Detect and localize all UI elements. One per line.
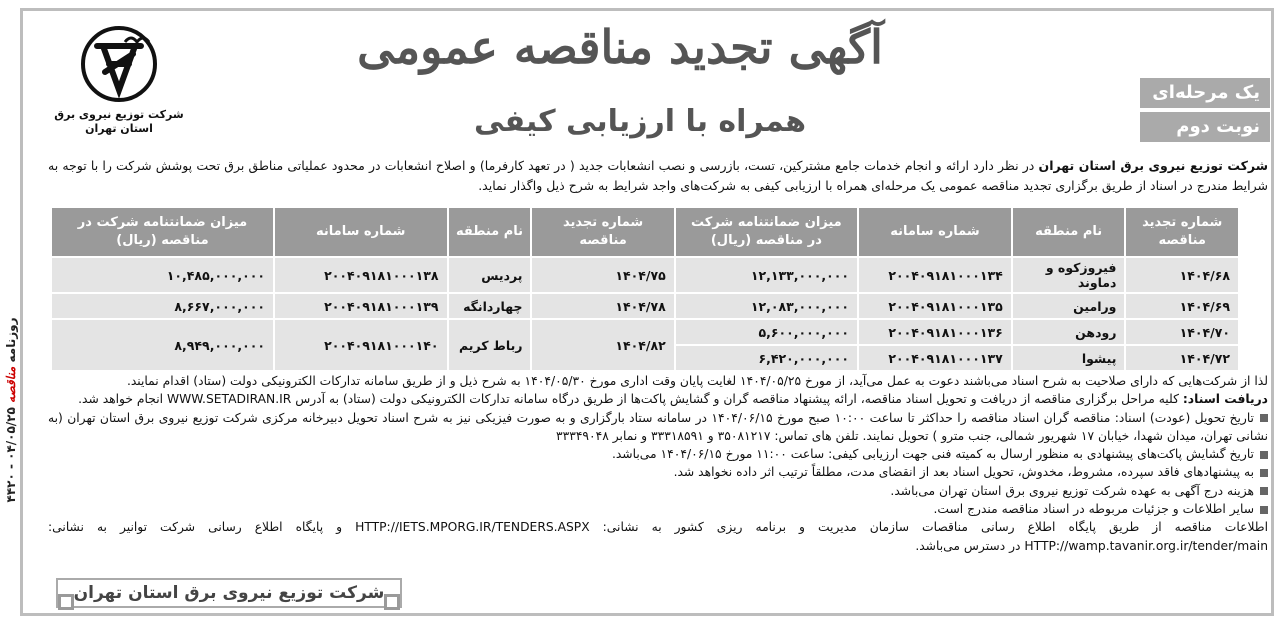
cell: ۵,۶۰۰,۰۰۰,۰۰۰ <box>675 319 858 345</box>
cell: رباط کریم <box>448 319 532 371</box>
cell: ۱۴۰۴/۶۸ <box>1125 257 1239 293</box>
footer-company-box: شرکت توزیع نیروی برق استان تهران <box>56 578 402 608</box>
newspaper-side-note <box>0 290 22 530</box>
bullet-text: به پیشنهادهای فاقد سپرده، مشروط، مخدوش، تحویل اسناد بعد از انقضای مدت، مطلقاً ترتیب اثر داده نخواهد شد. <box>673 465 1254 480</box>
stage-badge: یک مرحله‌ای <box>1140 78 1270 108</box>
bullet-text: هزینه درج آگهی به عهده شرکت توزیع نیروی برق استان تهران می‌باشد. <box>890 483 1254 498</box>
cell: ۲۰۰۴۰۹۱۸۱۰۰۰۱۳۵ <box>858 293 1012 319</box>
cell: ۱۴۰۴/۷۲ <box>1125 345 1239 371</box>
intro-company: شرکت توزیع نیروی برق استان تهران <box>1038 158 1268 173</box>
bullet-text: تاریخ تحویل (عودت) اسناد: مناقصه گران اسناد مناقصه را حداکثر تا ساعت ۱۰:۰۰ صبح مورخ ۱۴۰۴/۰۶/۱۵ در سامانه ستاد بارگزاری و به صورت فیزیکی نیز به شرح اسناد تحویل دبیرخانه مرکزی شرکت توزیع نیروی برق استان تهران (به نشانی تهران، میدان شهدا، خیابان ۱۷ شهریور شمالی، جنب مترو ) تحویل نمایند. تلفن های تماس: ۳۵۰۸۱۲۱۷ و ۳۳۳۱۸۵۹۱ و نمابر ۳۳۳۴۹۰۴۸ <box>48 410 1268 443</box>
power-tower-icon <box>79 24 159 104</box>
cell: ۱۴۰۴/۷۵ <box>531 257 674 293</box>
bullet-text: تاریخ گشایش پاکت‌های پیشنهادی به منظور ارسال به کمیته فنی جهت ارزیابی کیفی: ساعت ۱۱:۰۰ مورخ ۱۴۰۴/۰۶/۱۵ می‌باشد. <box>611 447 1254 462</box>
logo-name-line1: شرکت توزیع نیروی برق <box>54 108 184 121</box>
side-note-paper: مناقصه <box>4 366 18 403</box>
intro-paragraph <box>48 156 1268 196</box>
table-header-row <box>51 207 1239 257</box>
side-note-prefix: روزنامه <box>4 317 18 363</box>
logo-name-line2: استان تهران <box>85 122 153 135</box>
cell: ۲۰۰۴۰۹۱۸۱۰۰۰۱۳۶ <box>858 319 1012 345</box>
col-header: میزان ضمانتنامه شرکت در مناقصه (ریال) <box>675 207 858 257</box>
cell: فیروزکوه و دماوند <box>1012 257 1126 293</box>
info-links-paragraph: اطلاعات مناقصه از طریق پایگاه اطلاع رسانی مناقصات سازمان مدیریت و برنامه ریزی کشور به نشانی: HTTP://IETS.MPORG.IR/TENDERS.ASPX و پایگاه اطلاع رسانی شرکت توانیر به نشانی: HTTP://wamp.tavanir.org.ir/tender/main در دسترس می‌باشد. <box>48 520 1268 553</box>
col-header: شماره تجدید مناقصه <box>531 207 674 257</box>
company-logo <box>54 24 184 154</box>
list-item <box>48 445 1268 463</box>
cell: رودهن <box>1012 319 1126 345</box>
cell: ۱۴۰۴/۶۹ <box>1125 293 1239 319</box>
square-bullet-icon <box>1260 469 1268 477</box>
square-bullet-icon <box>1260 414 1268 422</box>
corner-square-icon <box>384 594 400 610</box>
cell: ۱۴۰۴/۸۲ <box>531 319 674 371</box>
square-bullet-icon <box>1260 506 1268 514</box>
cell: ۲۰۰۴۰۹۱۸۱۰۰۰۱۳۸ <box>274 257 448 293</box>
cell: ۱۴۰۴/۷۰ <box>1125 319 1239 345</box>
col-header: شماره سامانه <box>274 207 448 257</box>
cell: ۱۲,۱۳۳,۰۰۰,۰۰۰ <box>675 257 858 293</box>
round-badge: نوبت دوم <box>1140 112 1270 142</box>
table-row <box>51 257 1239 293</box>
documents-text: کلیه مراحل برگزاری مناقصه از دریافت و تحویل اسناد مناقصه، ارائه پیشنهاد مناقصه گران و گشایش پاکت‌ها از طریق درگاه سامانه تدارکات الکترونیکی دولت (ستاد) به آدرس WWW.SETADIRAN.IR انجام خواهد شد. <box>78 392 1183 407</box>
cell: ۱۴۰۴/۷۸ <box>531 293 674 319</box>
cell: ۸,۹۴۹,۰۰۰,۰۰۰ <box>51 319 274 371</box>
cell: ۲۰۰۴۰۹۱۸۱۰۰۰۱۳۷ <box>858 345 1012 371</box>
cell: ۲۰۰۴۰۹۱۸۱۰۰۰۱۳۹ <box>274 293 448 319</box>
list-item <box>48 409 1268 446</box>
square-bullet-icon <box>1260 451 1268 459</box>
col-header: میزان ضمانتنامه شرکت در مناقصه (ریال) <box>51 207 274 257</box>
cell: پیشوا <box>1012 345 1126 371</box>
square-bullet-icon <box>1260 487 1268 495</box>
list-item <box>48 482 1268 500</box>
corner-square-icon <box>58 594 74 610</box>
page-title: آگهی تجدید مناقصه عمومی <box>357 20 883 74</box>
cell: ورامین <box>1012 293 1126 319</box>
body-text <box>48 372 1268 555</box>
tenders-table <box>50 206 1240 372</box>
cell: ۸,۶۶۷,۰۰۰,۰۰۰ <box>51 293 274 319</box>
side-note-issue: ۰۴/۰۵/۲۵ - ۴۴۲۰ <box>4 407 18 503</box>
documents-label: دریافت اسناد: <box>1182 392 1268 407</box>
table-row <box>51 319 1239 345</box>
col-header: نام منطقه <box>448 207 532 257</box>
cell: ۲۰۰۴۰۹۱۸۱۰۰۰۱۴۰ <box>274 319 448 371</box>
list-item <box>48 500 1268 518</box>
col-header: نام منطقه <box>1012 207 1126 257</box>
cell: ۱۲,۰۸۳,۰۰۰,۰۰۰ <box>675 293 858 319</box>
bullet-text: سایر اطلاعات و جزئیات مربوطه در اسناد مناقصه مندرج است. <box>933 502 1254 517</box>
cell: پردیس <box>448 257 532 293</box>
cell: ۱۰,۴۸۵,۰۰۰,۰۰۰ <box>51 257 274 293</box>
cell: چهاردانگه <box>448 293 532 319</box>
documents-paragraph <box>48 390 1268 408</box>
table-row <box>51 293 1239 319</box>
list-item <box>48 463 1268 481</box>
intro-text: در نظر دارد ارائه و انجام خدمات جامع مشترکین، تست، بازرسی و نصب انشعابات جدید ( در تعهد کارفرما) و اصلاح انشعابات در محدود عملیاتی مناطق برق تحت پوشش شرکت را با توجه به شرایط مندرج در اسناد از طریق برگزاری تجدید مناقصه عمومی یک مرحله‌ای همراه با ارزیابی کیفی به شرکت‌های واجد شرایط به شرح ذیل واگذار نماید. <box>48 158 1268 193</box>
col-header: شماره تجدید مناقصه <box>1125 207 1239 257</box>
cell: ۲۰۰۴۰۹۱۸۱۰۰۰۱۳۴ <box>858 257 1012 293</box>
page-subtitle: همراه با ارزیابی کیفی <box>473 104 807 139</box>
col-header: شماره سامانه <box>858 207 1012 257</box>
cell: ۶,۴۲۰,۰۰۰,۰۰۰ <box>675 345 858 371</box>
invitation-paragraph: لذا از شرکت‌هایی که دارای صلاحیت به شرح اسناد می‌باشند دعوت به عمل می‌آید، از مورخ ۱۴۰۴/۰۵/۲۵ لغایت پایان وقت اداری مورخ ۱۴۰۴/۰۵/۳۰ به شرح ذیل و از طریق سامانه تدارکات الکترونیکی دولت (ستاد) اقدام نمایند. <box>126 374 1268 388</box>
